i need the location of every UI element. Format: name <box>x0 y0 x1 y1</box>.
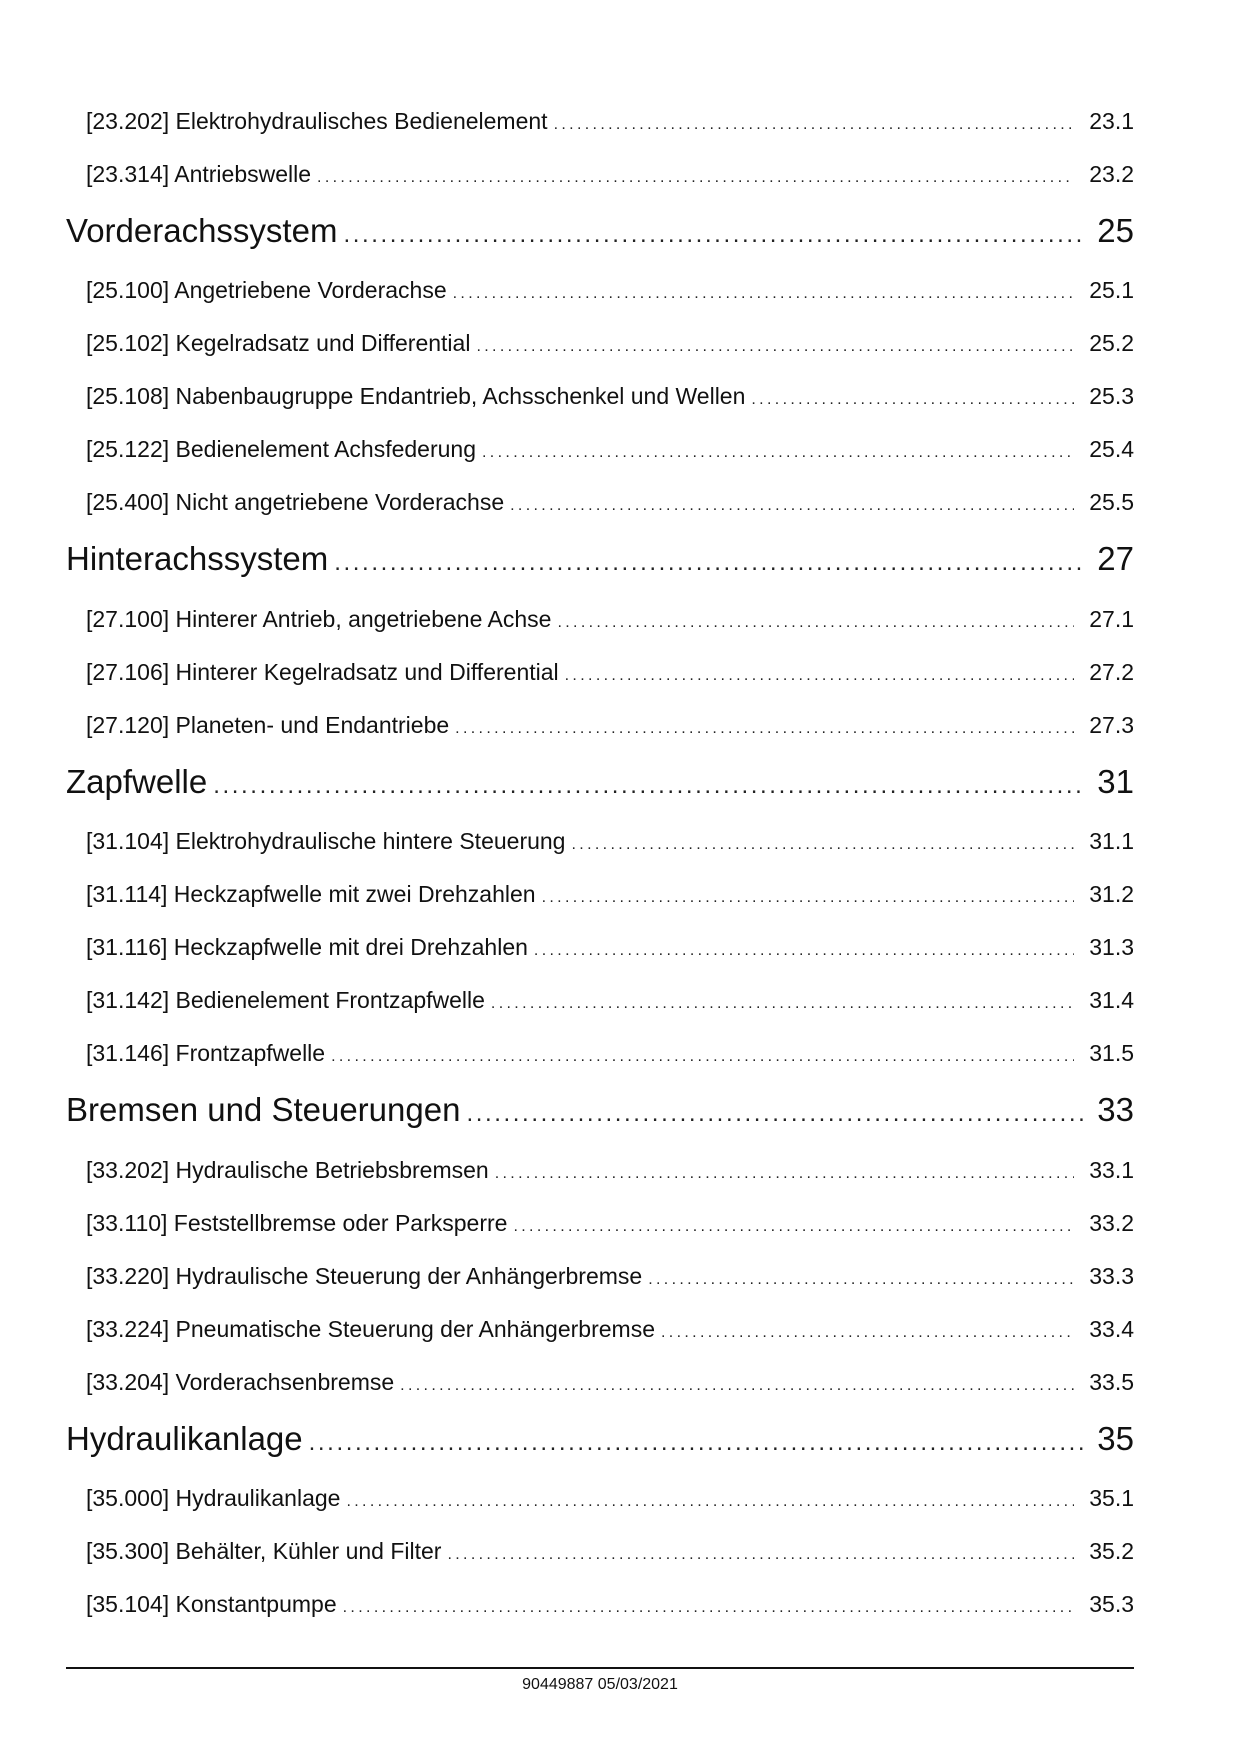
toc-entry-page: 31.5 <box>1089 1040 1134 1066</box>
toc-entry-label: [31.104] Elektrohydraulische hintere Steuerung <box>86 828 566 854</box>
toc-entry-label: [35.300] Behälter, Kühler und Filter <box>86 1538 442 1564</box>
dot-leader <box>542 889 1074 907</box>
dot-leader <box>513 1218 1074 1236</box>
footer-document-id: 90449887 05/03/2021 <box>522 1676 678 1693</box>
toc-entry-page: 33.5 <box>1089 1369 1134 1395</box>
toc-entry[interactable] <box>86 1210 1134 1237</box>
toc-entry-label: [33.202] Hydraulische Betriebsbremsen <box>86 1157 489 1183</box>
toc-entry-label: [33.204] Vorderachsenbremse <box>86 1369 395 1395</box>
dot-leader <box>648 1271 1074 1289</box>
toc-chapter-page: 27 <box>1097 540 1134 577</box>
toc-entry-label: [25.400] Nicht angetriebene Vorderachse <box>86 489 505 515</box>
dot-leader <box>557 614 1074 632</box>
toc-entry[interactable] <box>86 1316 1134 1343</box>
dot-leader <box>476 338 1074 356</box>
toc-entry[interactable] <box>86 1369 1134 1396</box>
toc-entry-page: 33.1 <box>1089 1157 1134 1183</box>
dot-leader <box>554 116 1074 134</box>
dot-leader <box>482 444 1074 462</box>
toc-entry-page: 25.4 <box>1089 436 1134 462</box>
dot-leader <box>661 1324 1074 1342</box>
dot-leader <box>343 221 1086 249</box>
footer-rule <box>66 1667 1134 1669</box>
toc-entry-page: 31.4 <box>1089 987 1134 1013</box>
toc-entry-page: 27.1 <box>1089 606 1134 632</box>
toc-entry-page: 31.1 <box>1089 828 1134 854</box>
toc-entry[interactable] <box>86 1263 1134 1290</box>
toc-chapter-title: Zapfwelle <box>66 763 208 800</box>
toc-entry-page: 25.2 <box>1089 330 1134 356</box>
toc-entry[interactable] <box>86 1485 1134 1512</box>
toc-entry-label: [27.100] Hinterer Antrieb, angetriebene Achse <box>86 606 552 632</box>
toc-entry-page: 25.1 <box>1089 277 1134 303</box>
toc-entry-page: 25.3 <box>1089 383 1134 409</box>
toc-chapter-page: 33 <box>1097 1091 1134 1128</box>
toc-chapter[interactable] <box>66 540 1134 578</box>
toc-entry[interactable] <box>86 881 1134 908</box>
toc-chapter-title: Hinterachssystem <box>66 540 329 577</box>
dot-leader <box>453 285 1074 303</box>
toc-entry[interactable] <box>86 489 1134 516</box>
dot-leader <box>447 1546 1074 1564</box>
toc-chapter-page: 31 <box>1097 763 1134 800</box>
toc-entry-label: [25.100] Angetriebene Vorderachse <box>86 277 447 303</box>
toc-entry-label: [23.202] Elektrohydraulisches Bedienelement <box>86 108 548 134</box>
toc-entry-label: [27.106] Hinterer Kegelradsatz und Differential <box>86 659 559 685</box>
dot-leader <box>466 1100 1086 1128</box>
toc-entry[interactable] <box>86 436 1134 463</box>
toc-entry-page: 33.2 <box>1089 1210 1134 1236</box>
dot-leader <box>510 497 1074 515</box>
toc-entry-page: 23.1 <box>1089 108 1134 134</box>
toc-entry[interactable] <box>86 277 1134 304</box>
toc-entry[interactable] <box>86 108 1134 135</box>
toc-entry-page: 35.3 <box>1089 1591 1134 1617</box>
toc-chapter-title: Hydraulikanlage <box>66 1420 303 1457</box>
toc-entry[interactable] <box>86 659 1134 686</box>
toc-entry-label: [31.142] Bedienelement Frontzapfwelle <box>86 987 485 1013</box>
toc-entry[interactable] <box>86 330 1134 357</box>
toc-entry-label: [33.224] Pneumatische Steuerung der Anhängerbremse <box>86 1316 655 1342</box>
dot-leader <box>213 772 1086 800</box>
toc-chapter-title: Vorderachssystem <box>66 212 338 249</box>
toc-entry[interactable] <box>86 712 1134 739</box>
toc-chapter[interactable] <box>66 1091 1134 1129</box>
toc-entry[interactable] <box>86 383 1134 410</box>
toc-entry[interactable] <box>86 828 1134 855</box>
dot-leader <box>317 169 1074 187</box>
toc-entry-label: [31.114] Heckzapfwelle mit zwei Drehzahlen <box>86 881 536 907</box>
toc-entry-label: [25.102] Kegelradsatz und Differential <box>86 330 471 356</box>
toc-entry-label: [31.116] Heckzapfwelle mit drei Drehzahlen <box>86 934 528 960</box>
toc-entry[interactable] <box>86 934 1134 961</box>
toc-chapter[interactable] <box>66 763 1134 801</box>
dot-leader <box>565 667 1074 685</box>
toc-entry[interactable] <box>86 1538 1134 1565</box>
toc-entry[interactable] <box>86 1591 1134 1618</box>
toc-chapter-title: Bremsen und Steuerungen <box>66 1091 461 1128</box>
dot-leader <box>491 995 1074 1013</box>
dot-leader <box>346 1493 1074 1511</box>
toc-entry-page: 31.3 <box>1089 934 1134 960</box>
dot-leader <box>309 1429 1086 1457</box>
toc-entry-label: [23.314] Antriebswelle <box>86 161 312 187</box>
dot-leader <box>400 1377 1074 1395</box>
toc-entry[interactable] <box>86 161 1134 188</box>
dot-leader <box>751 391 1074 409</box>
dot-leader <box>331 1048 1074 1066</box>
toc-entry-label: [25.122] Bedienelement Achsfederung <box>86 436 477 462</box>
toc-entry-label: [35.000] Hydraulikanlage <box>86 1485 341 1511</box>
toc-entry[interactable] <box>86 987 1134 1014</box>
toc-entry[interactable] <box>86 1157 1134 1184</box>
toc-entry-page: 25.5 <box>1089 489 1134 515</box>
toc-entry-label: [25.108] Nabenbaugruppe Endantrieb, Achsschenkel und Wellen <box>86 383 746 409</box>
toc-entry-label: [33.110] Feststellbremse oder Parksperre <box>86 1210 508 1236</box>
dot-leader <box>534 942 1074 960</box>
dot-leader <box>571 836 1074 854</box>
dot-leader <box>495 1165 1074 1183</box>
toc-entry-page: 27.2 <box>1089 659 1134 685</box>
toc-entry-page: 35.2 <box>1089 1538 1134 1564</box>
toc-entry-page: 33.3 <box>1089 1263 1134 1289</box>
toc-entry-label: [35.104] Konstantpumpe <box>86 1591 337 1617</box>
toc-entry[interactable] <box>86 606 1134 633</box>
toc-entry-label: [33.220] Hydraulische Steuerung der Anhängerbremse <box>86 1263 643 1289</box>
toc-chapter[interactable] <box>66 212 1134 250</box>
toc-entry[interactable] <box>86 1040 1134 1067</box>
toc-entry-page: 31.2 <box>1089 881 1134 907</box>
toc-entry-page: 23.2 <box>1089 161 1134 187</box>
dot-leader <box>455 720 1074 738</box>
dot-leader <box>343 1599 1074 1617</box>
toc-entry-page: 35.1 <box>1089 1485 1134 1511</box>
toc-entry-page: 33.4 <box>1089 1316 1134 1342</box>
toc-entry-page: 27.3 <box>1089 712 1134 738</box>
toc-chapter-page: 35 <box>1097 1420 1134 1457</box>
toc-entry-label: [31.146] Frontzapfwelle <box>86 1040 326 1066</box>
dot-leader <box>334 549 1086 577</box>
toc-chapter[interactable] <box>66 1420 1134 1458</box>
toc-entry-label: [27.120] Planeten- und Endantriebe <box>86 712 450 738</box>
toc-chapter-page: 25 <box>1097 212 1134 249</box>
